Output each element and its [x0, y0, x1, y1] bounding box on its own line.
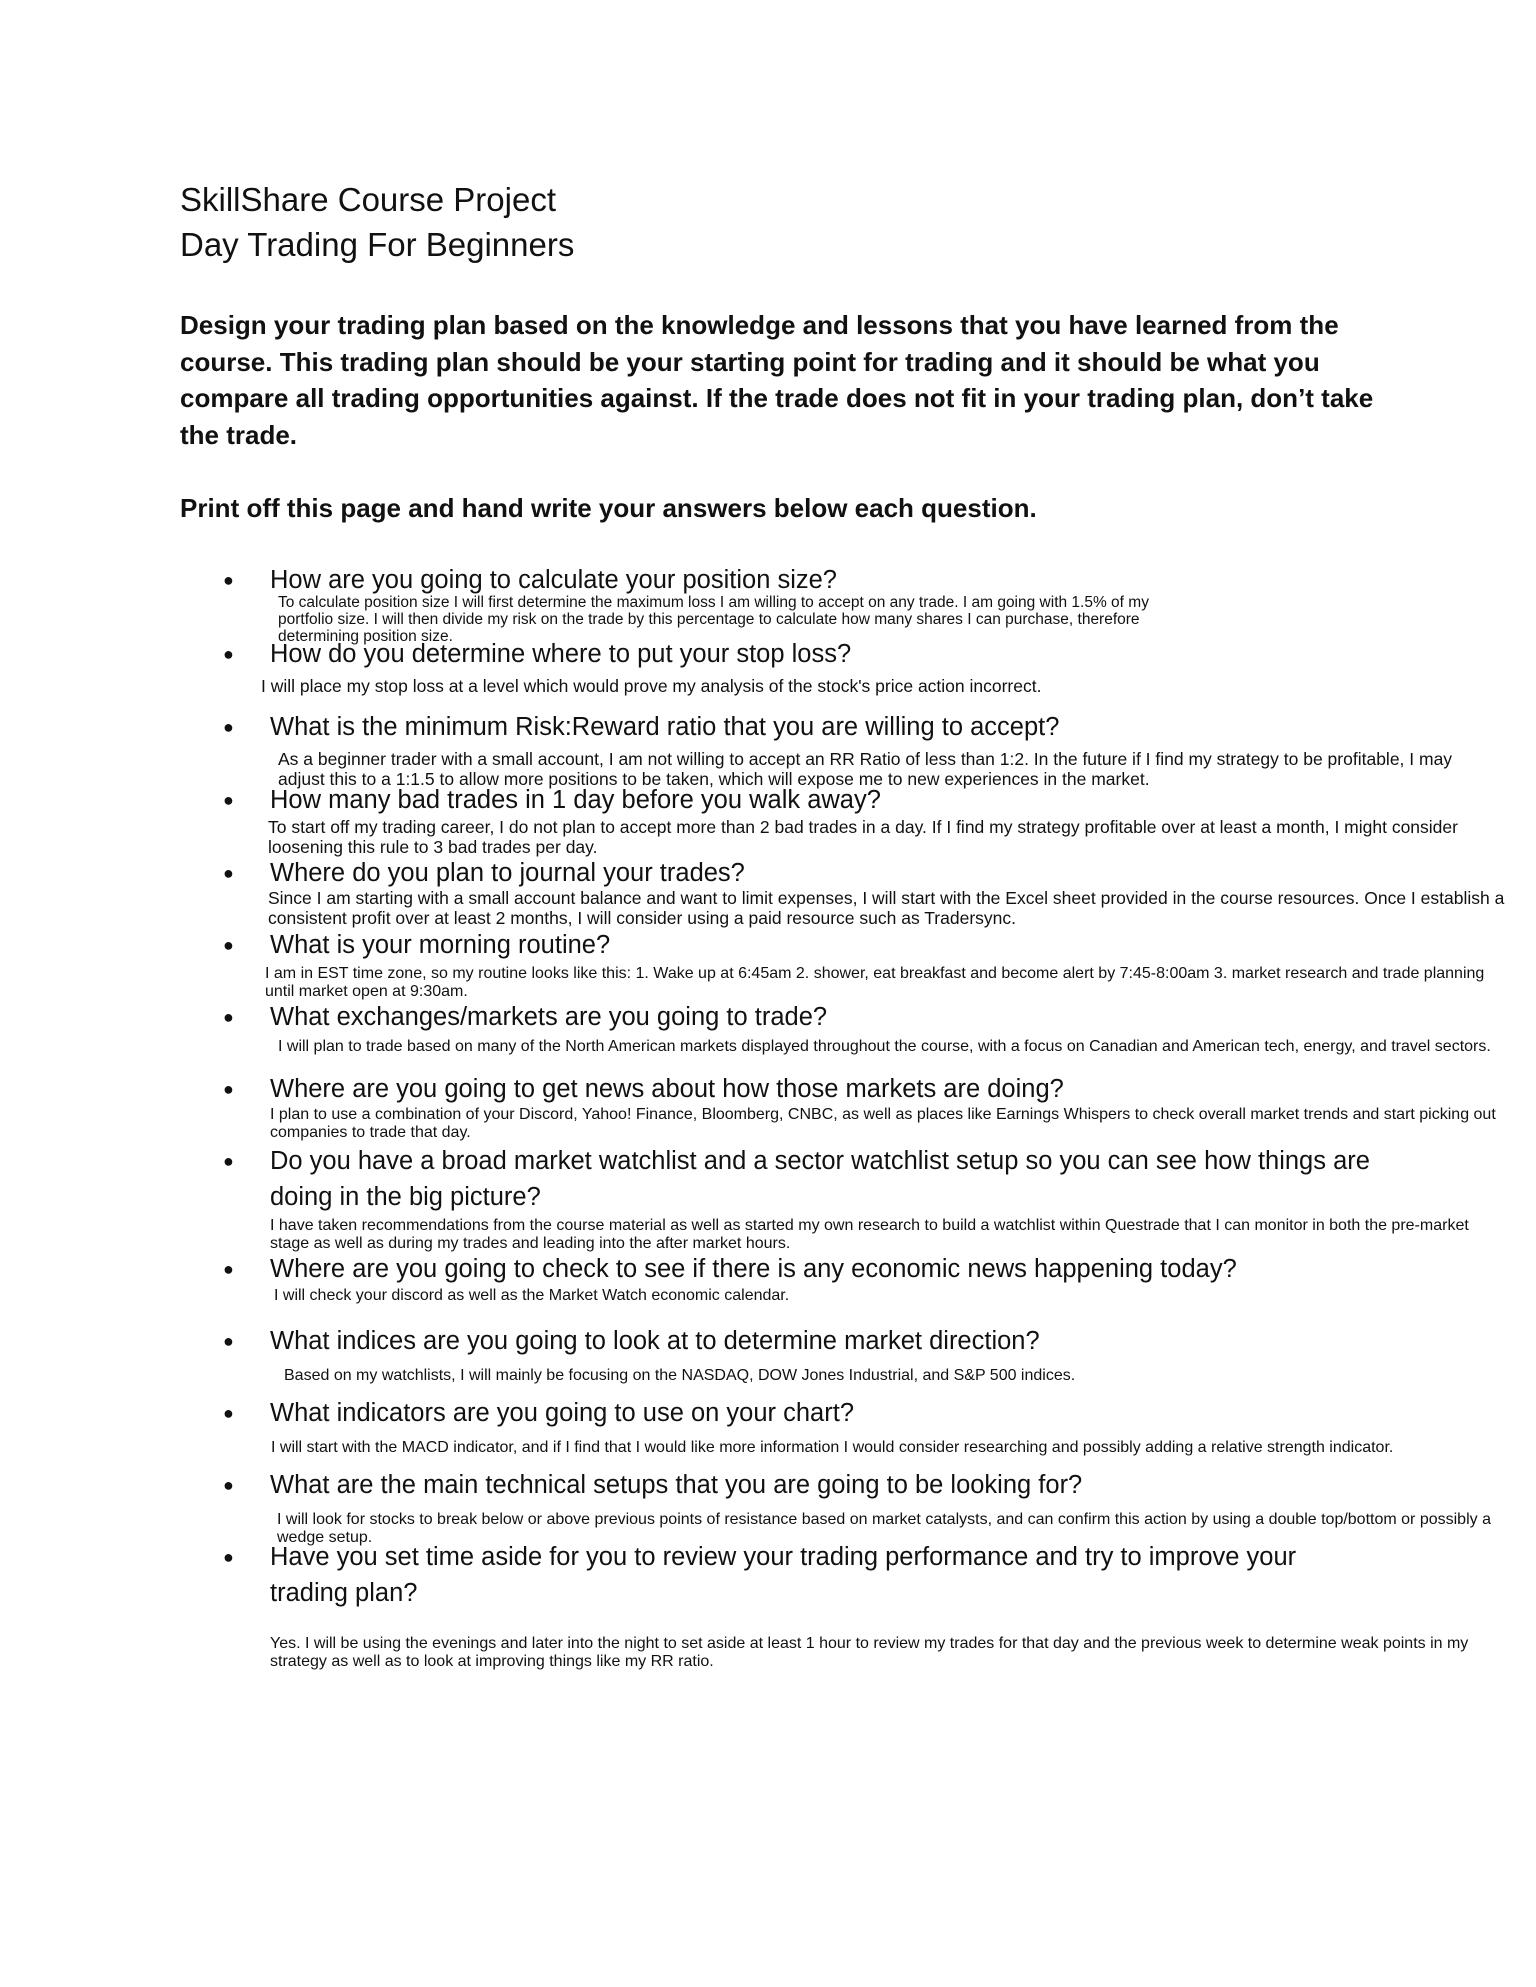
- bullet-icon: ●: [223, 1547, 234, 1567]
- question-text: How many bad trades in 1 day before you walk away?: [270, 786, 881, 814]
- answer-text: I will plan to trade based on many of the North American markets displayed throughout the course, with a focus on Canadian and American tech, energy, and travel sectors.: [278, 1038, 1491, 1055]
- question-text: What is your morning routine?: [270, 931, 611, 959]
- question-text: How do you determine where to put your stop loss?: [270, 640, 852, 668]
- question-text: What indicators are you going to use on your chart?: [270, 1399, 854, 1427]
- question-text: What indices are you going to look at to determine market direction?: [270, 1327, 1040, 1355]
- bullet-icon: ●: [223, 1403, 234, 1423]
- bullet-icon: ●: [223, 863, 234, 883]
- bullet-icon: ●: [223, 790, 234, 810]
- answer-text: Since I am starting with a small account balance and want to limit expenses, I will start with the Excel sheet provided in the course resources. Once I establish a consistent profit over at least 2 months, I will consider using a paid resource such as Tradersync.: [268, 888, 1505, 928]
- question-text: Where are you going to check to see if there is any economic news happening today?: [270, 1255, 1237, 1283]
- bullet-icon: ●: [223, 644, 234, 664]
- bullet-icon: ●: [223, 1007, 234, 1027]
- question-text: What exchanges/markets are you going to trade?: [270, 1003, 828, 1031]
- question-text: Where do you plan to journal your trades?: [270, 859, 745, 887]
- answer-text: I will check your discord as well as the Market Watch economic calendar.: [274, 1287, 790, 1304]
- course-title: SkillShare Course Project: [180, 181, 556, 218]
- bullet-icon: ●: [223, 1475, 234, 1495]
- question-text: Do you have a broad market watchlist and a sector watchlist setup so you can see how things are doing in the big picture?: [270, 1147, 1370, 1211]
- bullet-icon: ●: [223, 1079, 234, 1099]
- bullet-icon: ●: [223, 570, 234, 590]
- answer-text: As a beginner trader with a small account, I am not willing to accept an RR Ratio of less than 1:2. In the future if I find my strategy to be profitable, I may adjust this to a 1:1.5 to allow more positions to be taken, which will expose me to new experiences in the market.: [278, 749, 1453, 789]
- bullet-icon: ●: [223, 717, 234, 737]
- instructions-paragraph: Design your trading plan based on the knowledge and lessons that you have learned from the course. This trading plan should be your starting point for trading and it should be what you compare all trading opportunities against. If the trade does not fit in your trading plan, don’t take the trade.: [180, 310, 1374, 450]
- answer-text: To calculate position size I will first determine the maximum loss I am willing to accept on any trade. I am going with 1.5% of my portfolio size. I will then divide my risk on the trade by this percentage to calculate how many shares I can purchase, therefore determining position size.: [278, 594, 1149, 645]
- course-subtitle: Day Trading For Beginners: [180, 226, 575, 263]
- question-text: Where are you going to get news about how those markets are doing?: [270, 1075, 1064, 1103]
- answer-text: I will start with the MACD indicator, and if I find that I would like more information I would consider researching and possibly adding a relative strength indicator.: [271, 1439, 1394, 1456]
- answer-text: To start off my trading career, I do not plan to accept more than 2 bad trades in a day. If I find my strategy profitable over at least a month, I might consider loosening this rule to 3 bad trades per day.: [268, 817, 1458, 857]
- question-text: What are the main technical setups that you are going to be looking for?: [270, 1471, 1083, 1499]
- bullet-icon: ●: [223, 935, 234, 955]
- answer-text: I will look for stocks to break below or above previous points of resistance based on market catalysts, and can confirm this action by using a double top/bottom or possibly a wedge setup.: [277, 1511, 1491, 1546]
- answer-text: I will place my stop loss at a level which would prove my analysis of the stock's price action incorrect.: [261, 676, 1042, 696]
- answer-text: Yes. I will be using the evenings and later into the night to set aside at least 1 hour to review my trades for that day and the previous week to determine weak points in my strategy as well as to look at improving things like my RR ratio.: [270, 1635, 1469, 1670]
- answer-text: I am in EST time zone, so my routine looks like this: 1. Wake up at 6:45am 2. shower, eat breakfast and become alert by 7:45-8:00am 3. market research and trade planning until market open at 9:30am.: [265, 965, 1485, 1000]
- question-text: What is the minimum Risk:Reward ratio that you are willing to accept?: [270, 713, 1060, 741]
- answer-text: I plan to use a combination of your Discord, Yahoo! Finance, Bloomberg, CNBC, as well as places like Earnings Whispers to check overall market trends and start picking out companies to trade that day.: [270, 1106, 1496, 1141]
- answer-text: I have taken recommendations from the course material as well as started my own research to build a watchlist within Questrade that I can monitor in both the pre-market stage as well as during my trades and leading into the after market hours.: [270, 1217, 1469, 1252]
- print-instruction: Print off this page and hand write your answers below each question.: [180, 493, 1037, 523]
- question-text: How are you going to calculate your position size?: [270, 566, 837, 594]
- answer-text: Based on my watchlists, I will mainly be focusing on the NASDAQ, DOW Jones Industrial, and S&P 500 indices.: [284, 1367, 1076, 1384]
- bullet-icon: ●: [223, 1331, 234, 1351]
- question-text: Have you set time aside for you to review your trading performance and try to improve your trading plan?: [270, 1543, 1297, 1607]
- bullet-icon: ●: [223, 1259, 234, 1279]
- bullet-icon: ●: [223, 1151, 234, 1171]
